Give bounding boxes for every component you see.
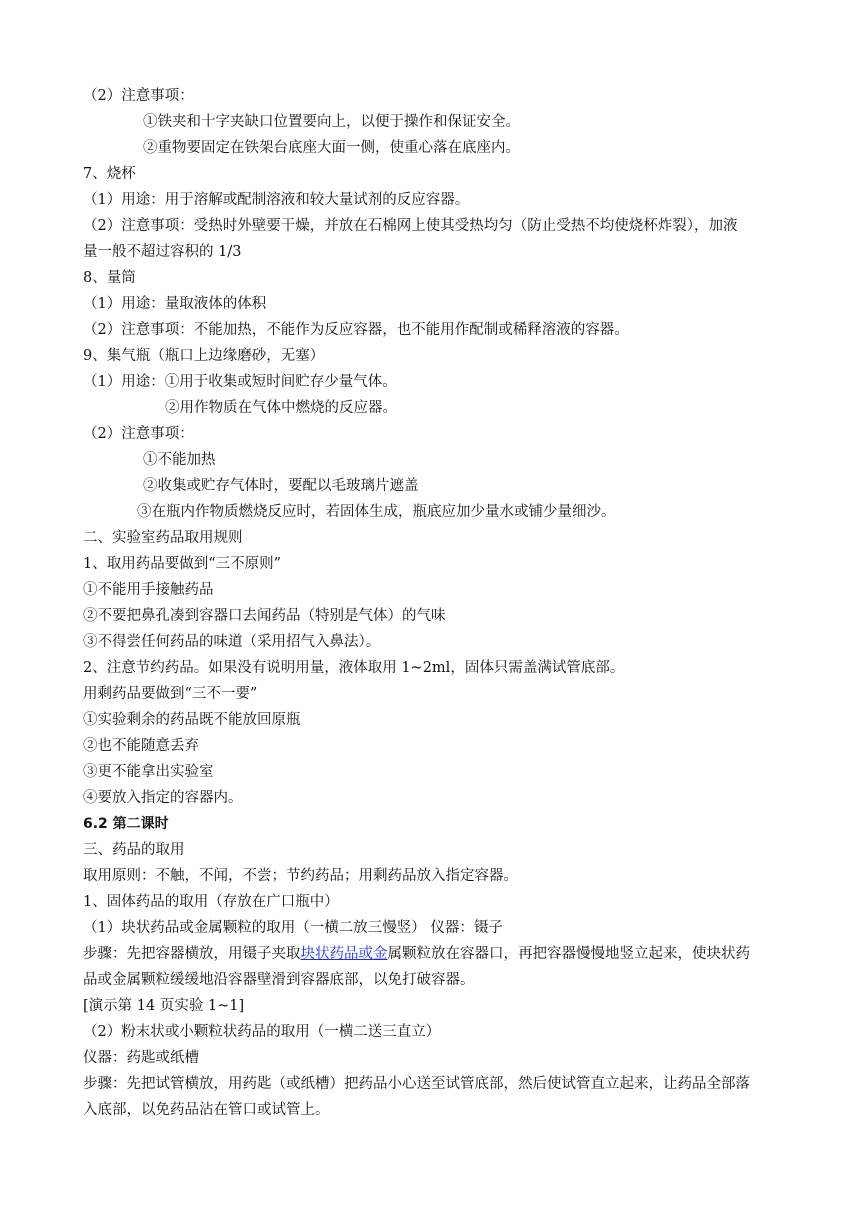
text-line: （1）用途：量取液体的体积 [83,296,267,312]
text-line: ③在瓶内作物质燃烧反应时，若固体生成，瓶底应加少量水或铺少量细沙。 [137,504,616,520]
lesson-heading: 6.2 第二课时 [83,816,169,832]
text-line: ①不能加热 [143,452,216,468]
text-line: 量一般不超过容积的 1/3 [83,244,242,260]
text-line: ③不得尝任何药品的味道（采用招气入鼻法）。 [83,634,381,650]
text-line: 1、取用药品要做到“三不原则” [83,556,282,572]
text-line: （1）块状药品或金属颗粒的取用（一横二放三慢竖） 仪器：镊子 [83,920,503,936]
text-line: 入底部，以免药品沾在管口或试管上。 [83,1102,330,1118]
section-heading: 7、烧杯 [83,166,136,182]
hyperlink[interactable]: 块状药品或金 [300,946,388,962]
section-heading: 三、药品的取用 [83,842,185,858]
text-line: 步骤：先把试管横放，用药匙（或纸槽）把药品小心送至试管底部，然后使试管直立起来，让药品全部落 [83,1076,750,1092]
text-line: 品或金属颗粒缓缓地沿容器壁滑到容器底部，以免打破容器。 [83,972,475,988]
text-segment: 步骤：先把容器横放，用镊子夹取 [83,946,301,962]
text-line: （1）用途：用于溶解或配制溶液和较大量试剂的反应容器。 [83,192,470,208]
text-line: （2）注意事项：不能加热，不能作为反应容器，也不能用作配制或稀释溶液的容器。 [83,322,629,338]
text-line: ②也不能随意丢弃 [83,738,199,754]
text-segment: 属颗粒放在容器口，再把容器慢慢地竖立起来，使块状药 [387,946,750,962]
text-line: ③更不能拿出实验室 [83,764,214,780]
section-heading: 二、实验室药品取用规则 [83,530,243,546]
text-line: 仪器：药匙或纸槽 [83,1050,199,1066]
text-line: （2）注意事项： [83,88,194,104]
text-line: 1、固体药品的取用（存放在广口瓶中） [83,894,339,910]
text-line: ①铁夹和十字夹缺口位置要向上，以便于操作和保证安全。 [143,114,520,130]
text-line: （1）用途：①用于收集或短时间贮存少量气体。 [83,374,397,390]
text-line: ①实验剩余的药品既不能放回原瓶 [83,712,301,728]
text-line: ②用作物质在气体中燃烧的反应器。 [165,400,397,416]
text-line: ②重物要固定在铁架台底座大面一侧，使重心落在底座内。 [143,140,520,156]
text-line: ②收集或贮存气体时，要配以毛玻璃片遮盖 [143,478,419,494]
text-line: ②不要把鼻孔凑到容器口去闻药品（特别是气体）的气味 [83,608,446,624]
text-line: 取用原则：不触，不闻，不尝；节约药品；用剩药品放入指定容器。 [83,868,518,884]
section-heading: 9、集气瓶（瓶口上边缘磨砂，无塞） [83,348,325,364]
text-line: [演示第 14 页实验 1~1] [83,998,245,1014]
text-line: ④要放入指定的容器内。 [83,790,243,806]
text-line: （2）注意事项：受热时外壁要干燥，并放在石棉网上使其受热均匀（防止受热不均使烧杯炸裂），加液 [83,218,738,234]
text-line [83,941,820,967]
text-line: 2、注意节约药品。如果没有说明用量，液体取用 1~2ml，固体只需盖满试管底部。 [83,660,625,676]
text-line: 用剩药品要做到“三不一要” [83,686,258,702]
text-line: （2）注意事项： [83,426,194,442]
text-line: （2）粉末状或小颗粒状药品的取用（一横二送三直立） [83,1024,441,1040]
text-line: ①不能用手接触药品 [83,582,214,598]
section-heading: 8、量筒 [83,270,136,286]
